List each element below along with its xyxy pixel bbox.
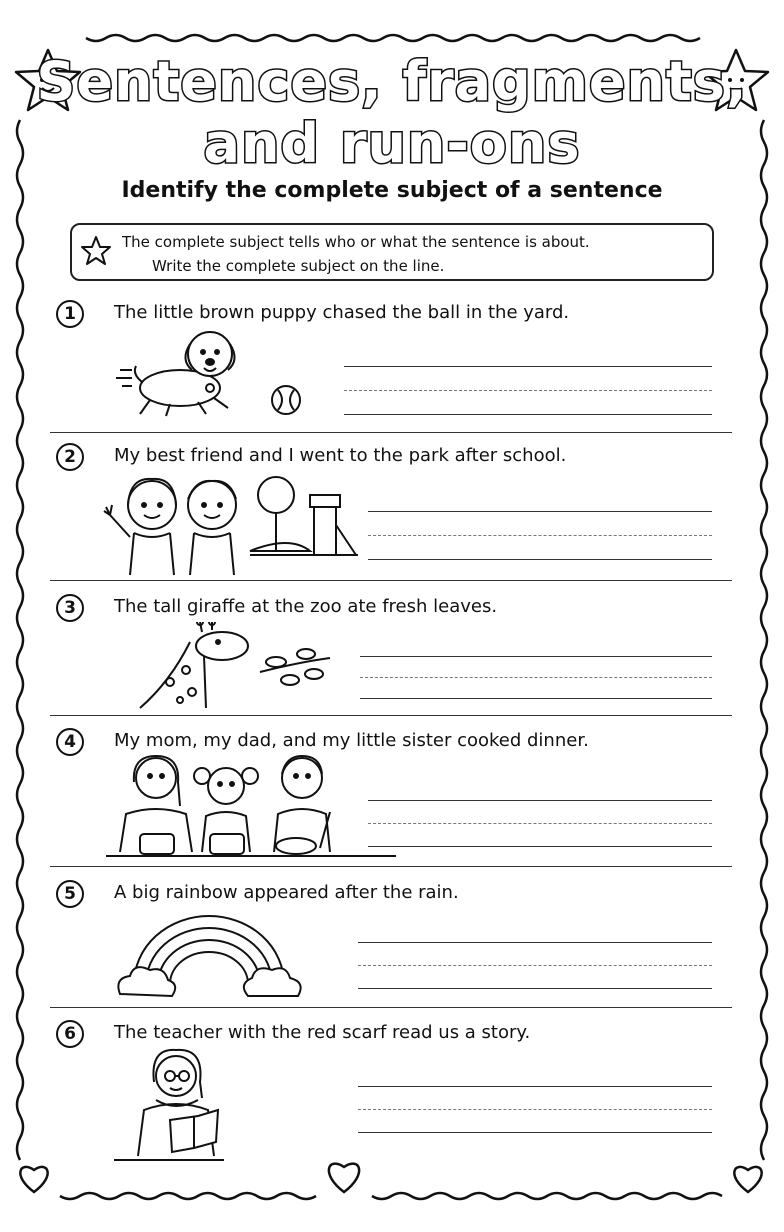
rainbow-icon <box>114 908 304 1004</box>
answer-base-line <box>368 559 712 560</box>
answer-lines[interactable] <box>368 511 712 561</box>
question-item <box>50 443 732 581</box>
question-sentence: A big rainbow appeared after the rain. <box>114 882 459 903</box>
answer-lines[interactable] <box>344 366 712 416</box>
answer-lines[interactable] <box>360 656 712 700</box>
question-item <box>50 728 732 867</box>
answer-lines[interactable] <box>368 800 712 848</box>
giraffe-and-leaves-icon <box>130 622 360 712</box>
border-wave <box>60 1193 316 1199</box>
heart-icon <box>20 1167 47 1192</box>
answer-top-line <box>360 656 712 657</box>
section-divider <box>50 580 732 581</box>
answer-mid-line <box>358 965 712 966</box>
section-divider <box>50 432 732 433</box>
question-number: 2 <box>56 443 84 471</box>
question-item <box>50 1020 732 1170</box>
border-wave <box>86 35 700 41</box>
section-divider <box>50 866 732 867</box>
answer-mid-line <box>360 677 712 678</box>
answer-top-line <box>368 800 712 801</box>
answer-base-line <box>344 414 712 415</box>
question-number: 4 <box>56 728 84 756</box>
answer-base-line <box>360 698 712 699</box>
question-item <box>50 300 732 433</box>
answer-top-line <box>358 942 712 943</box>
question-item <box>50 880 732 1008</box>
answer-lines[interactable] <box>358 1086 712 1134</box>
question-item <box>50 594 732 716</box>
heart-icon <box>734 1167 761 1192</box>
answer-base-line <box>368 846 712 847</box>
question-sentence: The teacher with the red scarf read us a story. <box>114 1022 531 1043</box>
instruction-line: The complete subject tells who or what the sentence is about. <box>122 233 590 251</box>
answer-base-line <box>358 1132 712 1133</box>
question-number: 3 <box>56 594 84 622</box>
question-number: 6 <box>56 1020 84 1048</box>
page-title-line-2: and run-ons <box>203 112 581 175</box>
answer-top-line <box>344 366 712 367</box>
border-wave <box>372 1193 722 1199</box>
question-sentence: My mom, my dad, and my little sister cooked dinner. <box>114 730 589 751</box>
answer-base-line <box>358 988 712 989</box>
answer-mid-line <box>344 390 712 391</box>
star-icon <box>80 235 112 267</box>
answer-top-line <box>358 1086 712 1087</box>
family-cooking-icon <box>106 752 396 862</box>
puppy-and-ball-icon <box>110 330 310 420</box>
instruction-box <box>70 223 714 281</box>
page-subtitle: Identify the complete subject of a sentence <box>121 178 663 203</box>
answer-lines[interactable] <box>358 942 712 990</box>
instruction-line: Write the complete subject on the line. <box>152 257 445 275</box>
answer-mid-line <box>358 1109 712 1110</box>
page-title: Sentences, fragments, <box>36 50 748 113</box>
question-number: 1 <box>56 300 84 328</box>
two-kids-at-park-icon <box>100 475 360 579</box>
border-wave <box>761 120 767 1160</box>
section-divider <box>50 715 732 716</box>
answer-top-line <box>368 511 712 512</box>
answer-mid-line <box>368 535 712 536</box>
question-sentence: The tall giraffe at the zoo ate fresh leaves. <box>114 596 498 617</box>
answer-mid-line <box>368 823 712 824</box>
teacher-reading-icon <box>114 1046 254 1166</box>
section-divider <box>50 1007 732 1008</box>
question-sentence: The little brown puppy chased the ball in the yard. <box>114 302 570 323</box>
question-sentence: My best friend and I went to the park after school. <box>114 445 567 466</box>
border-wave <box>17 120 23 1160</box>
question-number: 5 <box>56 880 84 908</box>
